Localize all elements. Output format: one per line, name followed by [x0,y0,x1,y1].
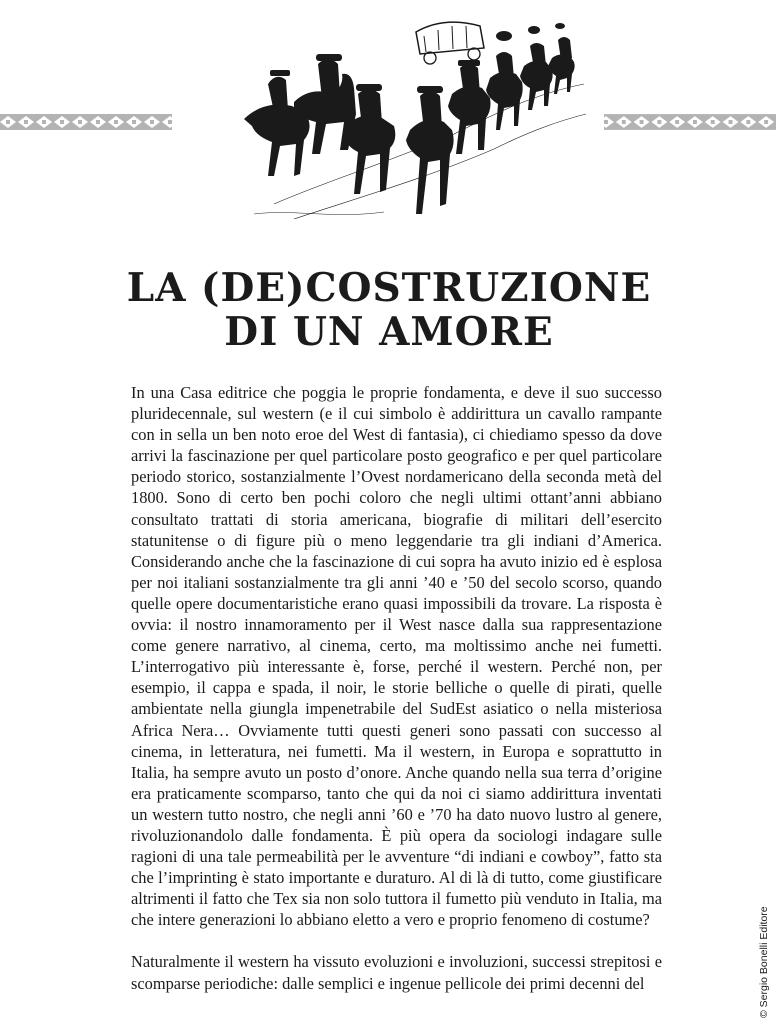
title-line-1: LA (DE)COSTRUZIONE [126,265,652,311]
article-body [131,382,662,994]
native-pattern-band-left [0,114,172,130]
page-title [0,266,778,354]
native-pattern-band-right [604,114,776,130]
cowboys-on-horseback-illustration [234,14,588,232]
article-paragraph-2: Naturalmente il western ha vissuto evoluzioni e involuzioni, successi strepitosi e scomparse periodiche: dalle semplici e ingenue pellicole dei primi decenni del [131,952,662,993]
copyright-notice: © Sergio Bonelli Editore [758,906,770,1018]
article-paragraph-1: In una Casa editrice che poggia le proprie fondamenta, e deve il suo successo pluridecennale, sul western (e il cui simbolo è addirittura un cavallo rampante con in sella un ben noto eroe del West di fantasia), ci chiediamo spesso da dove arrivi la fascinazione per quel particolare posto geografico e per quel particolare periodo storico, sostanzialmente l’Ovest nordamericano della seconda metà del 1800. Sono di certo ben pochi coloro che negli ultimi ottant’anni abbiano consultato trattati di storia americana, biografie di militari dell’esercito statunitense o di figure più o meno leggendarie tra gli indiani d’America. Considerando anche che la fascinazione di cui sopra ha avuto inizio ed è esplosa per noi italiani sostanzialmente tra gli anni ’40 e ’50 del secolo scorso, quando quelle opere documentaristiche erano quasi impossibili da trovare. La risposta è ovvia: il nostro innamoramento per il West nasce dalla sua rappresentazione come genere narrativo, al cinema, certo, ma moltissimo anche nei fumetti. L’interrogativo più interessante è, forse, perché il western. Perché non, per esempio, il cappa e spada, il noir, le storie belliche o quelle di pirati, quelle ambientate nella giungla impenetrabile del SudEst asiatico o nella misteriosa Africa Nera… Ovviamente tutti questi generi sono passati con successo al cinema, in letteratura, nei fumetti. Ma il western, in Europa e soprattutto in Italia, ha sempre avuto un posto d’onore. Anche quando nella sua terra d’origine era praticamente scomparso, tanto che qui da noi ci siamo addirittura inventati un western tutto nostro, che negli anni ’60 e ’70 ha dato nuovo lustro al genere, rivoluzionandolo dalle fondamenta. È più opera da sociologi indagare sulle ragioni di una tale permeabilità per le avventure “di indiani e cowboy”, fatto sta che l’imprinting è stato importante e duraturo. Al di là di tutto, come giustificare altrimenti il fatto che Tex sia non solo tuttora il fumetto più venduto in Italia, ma che intere generazioni lo abbiano eletto a vero e proprio fenomeno di costume? [131,383,662,930]
title-line-2: DI UN AMORE [224,309,554,355]
